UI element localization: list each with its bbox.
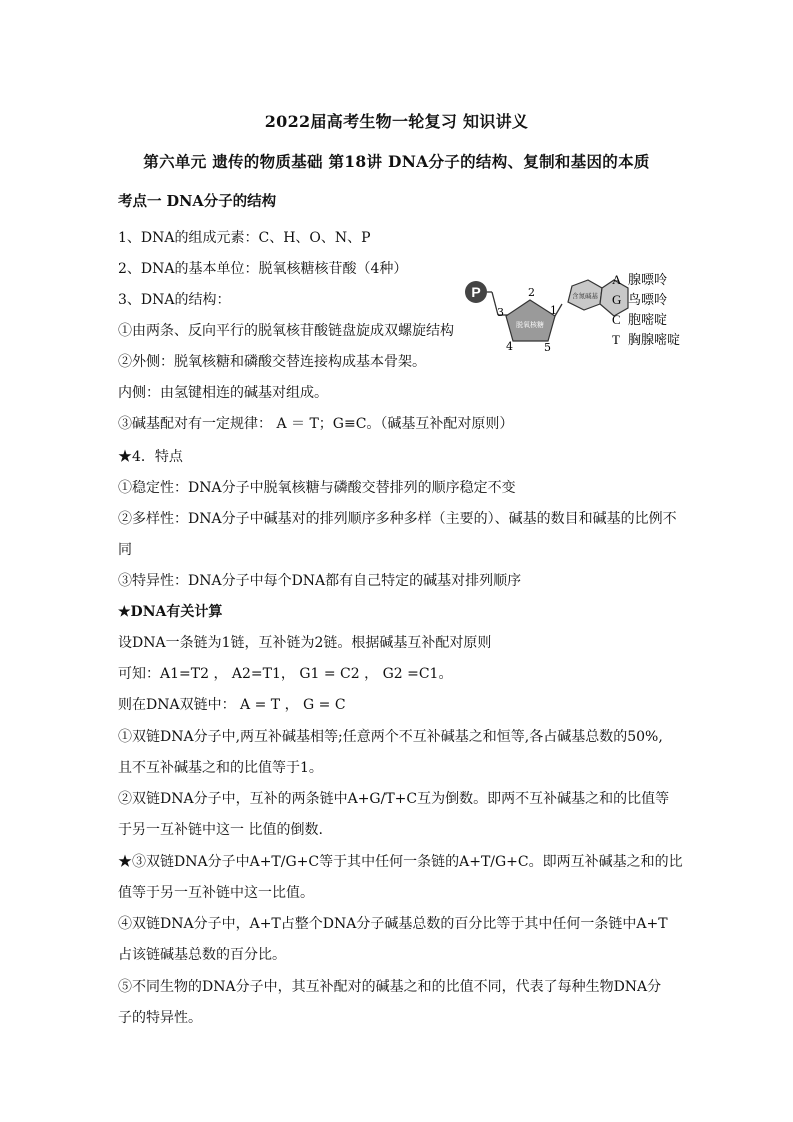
text-line: 则在DNA双链中： A = T ， G = C (118, 697, 346, 713)
text-line: ★4．特点 (118, 449, 183, 465)
text-line: ⑤不同生物的DNA分子中，其互补配对的碱基之和的比值不同，代表了每种生物DNA分 (118, 979, 662, 995)
text-line: 子的特异性。 (118, 1010, 202, 1026)
text-line: ③特异性：DNA分子中每个DNA都有自己特定的碱基对排列顺序 (118, 573, 522, 589)
base-label: 含氮碱基 (572, 292, 598, 300)
text-line: 值等于另一互补链中这一比值。 (118, 885, 314, 901)
carbon-number: 2 (528, 286, 535, 299)
legend-letter: C (612, 312, 621, 327)
carbon-number: 5 (544, 341, 551, 354)
text-line: ①由两条、反向平行的脱氧核苷酸链盘旋成双螺旋结构 (118, 323, 454, 339)
text-line: 2、DNA的基本单位：脱氧核糖核苷酸（4种） (118, 261, 408, 277)
text-line: ④双链DNA分子中，A+T占整个DNA分子碱基总数的百分比等于其中任何一条链中A+T (118, 916, 668, 932)
document-title: 2022届高考生物一轮复习 知识讲义 (264, 112, 529, 131)
text-line: ★③双链DNA分子中A+T/G+C等于其中任何一条链的A+T/G+C。即两互补碱基之和的比 (118, 854, 683, 870)
text-line: ①双链DNA分子中,两互补碱基相等;任意两个不互补碱基之和恒等,各占碱基总数的50%, (118, 729, 663, 745)
text-line: ③碱基配对有一定规律： A ＝ T；G≡C。（碱基互补配对原则） (118, 416, 514, 432)
nucleotide-diagram (462, 272, 692, 354)
legend-letter: A (612, 272, 622, 287)
carbon-number: 3 (497, 306, 504, 319)
carbon-number: 4 (506, 340, 513, 353)
sugar-label: 脱氧核糖 (516, 321, 544, 329)
document-subtitle: 第六单元 遗传的物质基础 第18讲 DNA分子的结构、复制和基因的本质 (143, 152, 650, 171)
legend-name: 胸腺嘧啶 (628, 332, 681, 347)
legend-letter: G (612, 292, 622, 307)
text-line: 且不互补碱基之和的比值等于1。 (118, 760, 323, 776)
text-line: 占该链碱基总数的百分比。 (118, 947, 286, 963)
legend-letter: T (612, 332, 620, 347)
legend-name: 鸟嘌呤 (628, 292, 668, 307)
text-line: 内侧：由氢键相连的碱基对组成。 (118, 385, 328, 401)
legend-name: 胞嘧啶 (628, 312, 668, 327)
text-line: 同 (118, 542, 132, 558)
text-line: ②双链DNA分子中，互补的两条链中A+G/T+C互为倒数。即两不互补碱基之和的比值等 (118, 791, 670, 807)
carbon-number: 1 (550, 304, 557, 317)
text-line: 3、DNA的结构： (118, 292, 231, 308)
text-line: ②外侧：脱氧核糖和磷酸交替连接构成基本骨架。 (118, 354, 426, 370)
text-line: ①稳定性：DNA分子中脱氧核糖与磷酸交替排列的顺序稳定不变 (118, 480, 516, 496)
section-heading: 考点一 DNA分子的结构 (118, 193, 277, 210)
text-line: 1、DNA的组成元素：C、H、O、N、P (118, 230, 371, 246)
subsection-heading: ★DNA有关计算 (118, 604, 223, 620)
phosphate-label: P (471, 284, 481, 300)
text-line: 可知：A1=T2 ， A2=T1， G1 = C2 ， G2 =C1。 (118, 666, 453, 682)
text-line: 于另一互补链中这一 比值的倒数. (118, 822, 323, 838)
text-line: ②多样性：DNA分子中碱基对的排列顺序多种多样（主要的）、碱基的数目和碱基的比例不 (118, 511, 677, 527)
text-line: 设DNA一条链为1链，互补链为2链。根据碱基互补配对原则 (118, 635, 492, 651)
legend-name: 腺嘌呤 (628, 272, 668, 287)
